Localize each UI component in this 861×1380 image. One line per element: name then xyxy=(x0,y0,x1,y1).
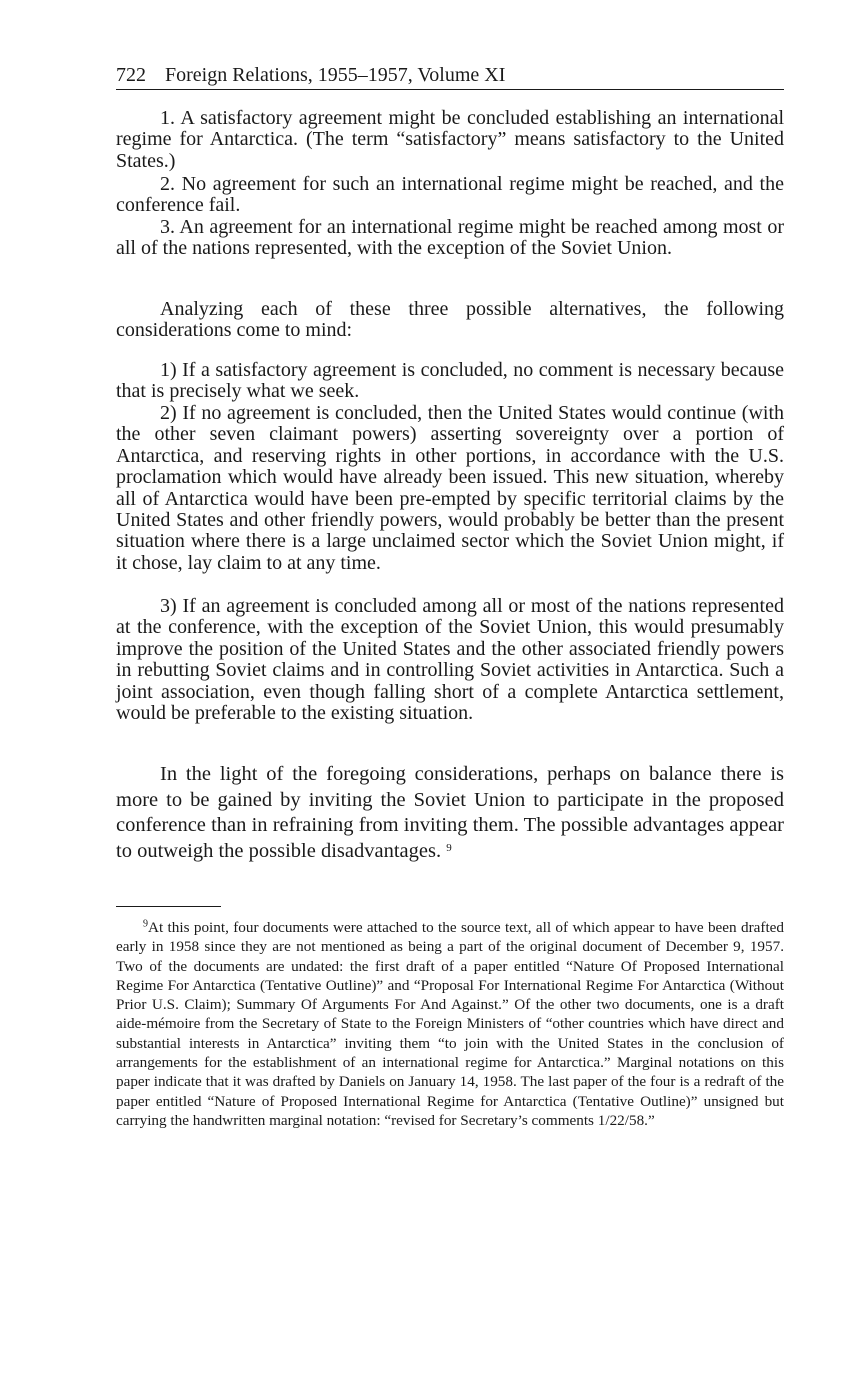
running-title: Foreign Relations, 1955–1957, Volume XI xyxy=(165,64,506,86)
conclusion-text: In the light of the foregoing considerations, perhaps on balance there is more to be gained by inviting the Soviet Union to participate in the proposed conference than in refraining from inviting them. The possible advantages appear to outweigh the possible disadvantages. xyxy=(116,763,784,862)
consideration-3: 3) If an agreement is concluded among all or most of the nations represented at the conference, with the exception of the Soviet Union, this would presumably improve the position of the United States and the other associated friendly powers in rebutting Soviet claims and in controlling Soviet activities in Antarctica. Such a joint association, even though falling short of a complete Antarctica settlement, would be preferable to the existing situation. xyxy=(116,595,784,725)
footnote-marker: 9 xyxy=(143,918,148,930)
running-header xyxy=(116,62,784,90)
footnote-9 xyxy=(116,918,784,1130)
footnote-text: At this point, four documents were attached to the source text, all of which appear to have been drafted early in 1958 since they are not mentioned as being a part of the original document of December 9, 1957. Two of the documents are undated: the first draft of a paper entitled “Nature Of Proposed International Regime For Antarctica (Tentative Outline)” and “Proposal For International Regime For Antarctica (Without Prior U.S. Claim); Summary Of Arguments For And Against.” Of the other two documents, one is a draft aide-mémoire from the Secretary of State to the Foreign Ministers of “other countries which have direct and substantial interests in Antarctica” inviting them “to join with the United States in the conclusion of arrangements for the establishment of an international regime for Antarctica.” Marginal notations on this paper indicate that it was drafted by Daniels on January 14, 1958. The last paper of the four is a redraft of the paper entitled “Nature of Proposed International Regime for Antarctica (Tentative Outline)” unsigned but carrying the handwritten marginal notation: “revised for Secretary’s comments 1/22/58.” xyxy=(116,919,784,1129)
consideration-1: 1) If a satisfactory agreement is concluded, no comment is necessary because that is precisely what we seek. xyxy=(116,359,784,403)
conclusion-paragraph xyxy=(116,762,784,864)
page-number: 722 xyxy=(116,64,146,86)
footnote-divider xyxy=(116,906,221,907)
alternative-3: 3. An agreement for an international regime might be reached among most or all of the nations represented, with the exception of the Soviet Union. xyxy=(116,216,784,260)
alternative-1: 1. A satisfactory agreement might be concluded establishing an international regime for Antarctica. (The term “satisfactory” means satisfactory to the United States.) xyxy=(116,107,784,172)
consideration-2: 2) If no agreement is concluded, then the United States would continue (with the other seven claimant powers) asserting sovereignty over a portion of Antarctica, and reserving rights in other portions, in accordance with the U.S. proclamation which would have already been issued. This new situation, whereby all of Antarctica would have been pre-empted by specific territorial claims by the United States and other friendly powers, would probably be better than the present situation where there is a large unclaimed sector which the Soviet Union might, if it chose, lay claim to at any time. xyxy=(116,402,784,574)
footnote-reference: 9 xyxy=(446,841,452,854)
alternative-2: 2. No agreement for such an international regime might be reached, and the conference fail. xyxy=(116,173,784,217)
analysis-intro: Analyzing each of these three possible alternatives, the following considerations come to mind: xyxy=(116,298,784,342)
